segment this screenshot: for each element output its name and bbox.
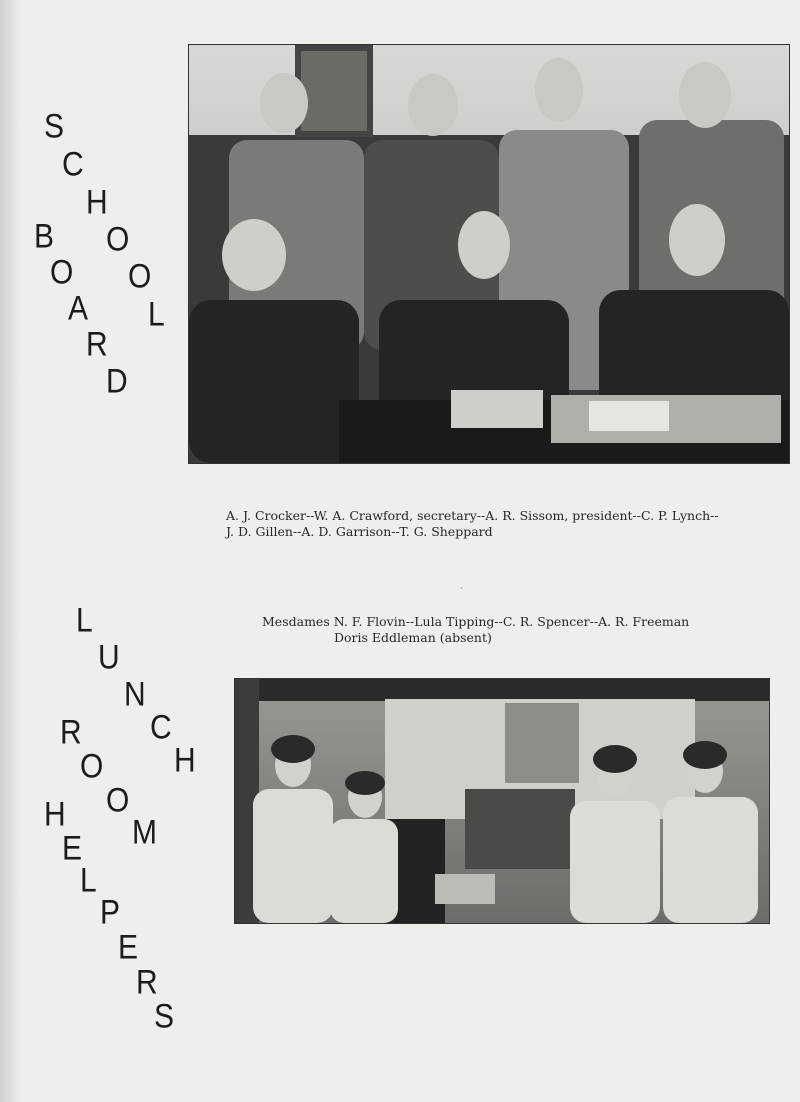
lunch-room-photo-image	[235, 679, 769, 923]
heading-letter: U	[98, 638, 120, 677]
school-board-caption-line2: J. D. Gillen--A. D. Garrison--T. G. Sheppard	[226, 524, 493, 539]
heading-letter: L	[80, 861, 97, 900]
heading-letter: R	[136, 963, 158, 1002]
heading-letter: H	[44, 795, 66, 834]
heading-letter: R	[60, 713, 82, 752]
heading-letter: L	[148, 295, 165, 334]
heading-letter: H	[174, 741, 196, 780]
heading-letter: N	[124, 675, 146, 714]
school-board-photo-image	[189, 45, 789, 463]
divider-mark: ·	[460, 584, 463, 593]
heading-letter: L	[76, 601, 93, 640]
heading-letter: C	[150, 708, 172, 747]
heading-letter: O	[80, 747, 104, 786]
heading-letter: E	[118, 928, 139, 967]
heading-letter: E	[62, 829, 83, 868]
heading-letter: P	[100, 893, 121, 932]
heading-letter: M	[132, 813, 157, 852]
heading-letter: S	[44, 107, 65, 146]
page-binding-shadow	[0, 0, 22, 1102]
heading-letter: A	[68, 289, 89, 328]
heading-letter: H	[86, 183, 108, 222]
heading-letter: B	[34, 217, 55, 256]
heading-letter: O	[128, 257, 152, 296]
lunch-room-caption-line2: Doris Eddleman (absent)	[334, 630, 492, 645]
heading-letter: O	[106, 781, 130, 820]
lunch-room-caption-line1: Mesdames N. F. Flovin--Lula Tipping--C. R. Spencer--A. R. Freeman	[262, 614, 690, 629]
heading-letter: C	[62, 145, 84, 184]
heading-letter: S	[154, 997, 175, 1036]
heading-letter: R	[86, 325, 108, 364]
school-board-caption-line1: A. J. Crocker--W. A. Crawford, secretary--A. R. Sissom, president--C. P. Lynch--	[226, 508, 719, 523]
heading-letter: O	[50, 253, 74, 292]
heading-letter: D	[106, 362, 128, 401]
heading-letter: O	[106, 220, 130, 259]
lunch-room-photo	[234, 678, 770, 924]
school-board-photo	[188, 44, 790, 464]
